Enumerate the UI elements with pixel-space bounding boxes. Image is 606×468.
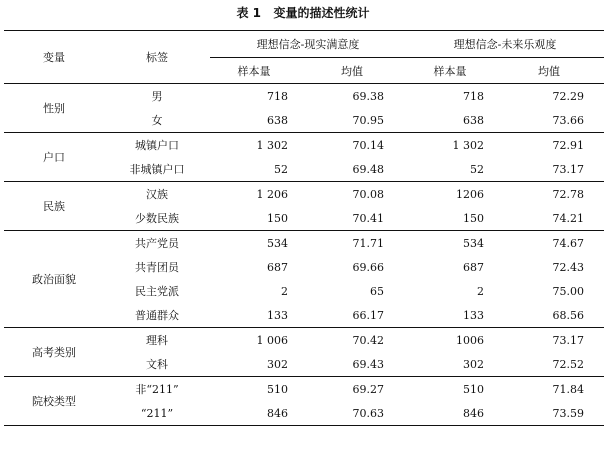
mean-optimism-cell: 68.56 xyxy=(552,308,584,322)
header-label: 标签 xyxy=(104,31,210,84)
sample-size-optimism-cell: 534 xyxy=(406,231,494,256)
mean-satisfaction-cell: 69.66 xyxy=(352,260,384,274)
table-header xyxy=(4,31,604,84)
mean-optimism-cell: 73.17 xyxy=(494,328,604,353)
sample-size-optimism-cell: 1006 xyxy=(406,328,494,353)
sample-size-optimism-cell: 687 xyxy=(463,260,484,274)
mean-satisfaction-cell: 70.95 xyxy=(352,113,384,127)
sample-size-optimism-cell: 846 xyxy=(406,401,494,426)
sample-size-satisfaction-cell: 2 xyxy=(281,284,288,298)
variable-cell: 高考类别 xyxy=(4,328,104,377)
mean-satisfaction-cell: 70.42 xyxy=(298,328,406,353)
mean-satisfaction-cell: 69.27 xyxy=(298,377,406,402)
table-row xyxy=(4,133,604,158)
variable-cell: 性别 xyxy=(4,84,104,133)
mean-optimism-cell: 71.84 xyxy=(494,377,604,402)
sample-size-optimism-cell: 2 xyxy=(477,284,484,298)
header-group-optimism: 理想信念-未来乐观度 xyxy=(406,31,604,58)
mean-satisfaction-cell: 66.17 xyxy=(352,308,384,322)
header-mean: 均值 xyxy=(298,58,406,84)
sample-size-optimism-cell: 52 xyxy=(470,162,484,176)
header-mean: 均值 xyxy=(494,58,604,84)
mean-optimism-cell: 72.78 xyxy=(494,182,604,207)
label-cell: 非城镇户口 xyxy=(129,163,185,176)
label-cell: 文科 xyxy=(146,358,168,371)
table-body xyxy=(4,84,604,426)
label-cell: 汉族 xyxy=(104,182,210,207)
table-row xyxy=(4,231,604,256)
variable-cell: 政治面貌 xyxy=(4,231,104,328)
header-variable: 变量 xyxy=(4,31,104,84)
mean-optimism-cell: 72.29 xyxy=(494,84,604,109)
label-cell: 少数民族 xyxy=(135,212,179,225)
sample-size-satisfaction-cell: 638 xyxy=(267,113,288,127)
header-sample-size: 样本量 xyxy=(406,58,494,84)
sample-size-satisfaction-cell: 534 xyxy=(210,231,298,256)
label-cell: 男 xyxy=(104,84,210,109)
mean-optimism-cell: 72.43 xyxy=(552,260,584,274)
sample-size-satisfaction-cell: 687 xyxy=(267,260,288,274)
mean-satisfaction-cell: 70.14 xyxy=(298,133,406,158)
mean-optimism-cell: 72.52 xyxy=(552,357,584,371)
label-cell: 非“211” xyxy=(104,377,210,402)
variable-cell: 户口 xyxy=(4,133,104,182)
table-row xyxy=(4,328,604,353)
label-cell: 共产党员 xyxy=(104,231,210,256)
mean-satisfaction-cell: 69.43 xyxy=(352,357,384,371)
table-row xyxy=(4,377,604,402)
sample-size-optimism-cell: 133 xyxy=(463,308,484,322)
sample-size-satisfaction-cell: 510 xyxy=(210,377,298,402)
sample-size-optimism-cell: 1206 xyxy=(406,182,494,207)
table-row xyxy=(4,182,604,207)
sample-size-optimism-cell: 1 302 xyxy=(406,133,494,158)
mean-satisfaction-cell: 71.71 xyxy=(298,231,406,256)
mean-optimism-cell: 75.00 xyxy=(552,284,584,298)
mean-optimism-cell: 72.91 xyxy=(494,133,604,158)
mean-optimism-cell: 73.17 xyxy=(552,162,584,176)
mean-satisfaction-cell: 69.38 xyxy=(298,84,406,109)
header-sample-size: 样本量 xyxy=(210,58,298,84)
sample-size-satisfaction-cell: 133 xyxy=(267,308,288,322)
mean-optimism-cell: 74.21 xyxy=(552,211,584,225)
sample-size-optimism-cell: 150 xyxy=(463,211,484,225)
sample-size-satisfaction-cell: 1 302 xyxy=(210,133,298,158)
mean-satisfaction-cell: 65 xyxy=(370,284,384,298)
sample-size-optimism-cell: 510 xyxy=(406,377,494,402)
table-caption: 表 1 变量的描述性统计 xyxy=(236,6,370,20)
mean-optimism-cell: 73.66 xyxy=(552,113,584,127)
sample-size-satisfaction-cell: 1 206 xyxy=(210,182,298,207)
sample-size-satisfaction-cell: 846 xyxy=(210,401,298,426)
header-group-satisfaction: 理想信念-现实满意度 xyxy=(210,31,406,58)
sample-size-optimism-cell: 638 xyxy=(463,113,484,127)
sample-size-satisfaction-cell: 150 xyxy=(267,211,288,225)
mean-optimism-cell: 73.59 xyxy=(494,401,604,426)
mean-satisfaction-cell: 69.48 xyxy=(352,162,384,176)
mean-satisfaction-cell: 70.41 xyxy=(352,211,384,225)
label-cell: “211” xyxy=(104,401,210,426)
variable-cell: 院校类型 xyxy=(4,377,104,426)
variable-cell: 民族 xyxy=(4,182,104,231)
sample-size-optimism-cell: 718 xyxy=(406,84,494,109)
label-cell: 共青团员 xyxy=(135,261,179,274)
sample-size-optimism-cell: 302 xyxy=(463,357,484,371)
label-cell: 普通群众 xyxy=(135,309,179,322)
mean-satisfaction-cell: 70.63 xyxy=(298,401,406,426)
label-cell: 民主党派 xyxy=(135,285,179,298)
sample-size-satisfaction-cell: 52 xyxy=(274,162,288,176)
sample-size-satisfaction-cell: 1 006 xyxy=(210,328,298,353)
label-cell: 城镇户口 xyxy=(104,133,210,158)
mean-optimism-cell: 74.67 xyxy=(494,231,604,256)
table-row xyxy=(4,84,604,109)
sample-size-satisfaction-cell: 718 xyxy=(210,84,298,109)
label-cell: 理科 xyxy=(104,328,210,353)
sample-size-satisfaction-cell: 302 xyxy=(267,357,288,371)
descriptive-statistics-table xyxy=(4,30,604,426)
label-cell: 女 xyxy=(151,114,163,127)
mean-satisfaction-cell: 70.08 xyxy=(298,182,406,207)
